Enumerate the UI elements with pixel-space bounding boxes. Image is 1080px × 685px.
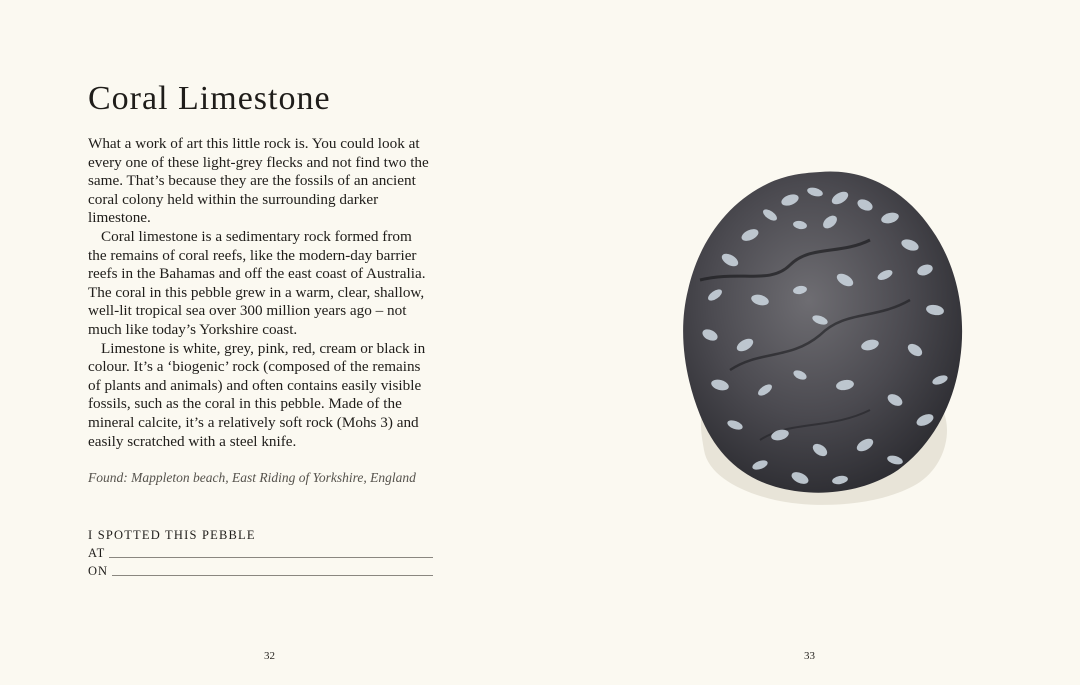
- at-write-line: [109, 545, 433, 558]
- found-location: Found: Mappleton beach, East Riding of Yorkshire, England: [88, 470, 416, 485]
- spotted-on-row: [88, 561, 433, 579]
- right-page: [540, 0, 1080, 685]
- body-text: [88, 135, 433, 451]
- spotted-heading: I SPOTTED THIS PEBBLE: [88, 528, 256, 542]
- paragraph-2: Coral limestone is a sedimentary rock formed from the remains of coral reefs, like the modern-day barrier reefs in the Bahamas and off the east coast of Australia. The coral in this pebble grew in a warm, clear, shallow, well-lit tropical sea over 300 million years ago – not much like today’s Yorkshire coast.: [88, 227, 426, 338]
- pebble-illustration: [670, 160, 980, 520]
- paragraph-1: What a work of art this little rock is. You could look at every one of these light-grey flecks and not find two the same. That’s because they are the fossils of an ancient coral colony held within the surrounding darker limestone.: [88, 135, 429, 227]
- page-number-right: 33: [804, 650, 815, 662]
- page-number-left: 32: [264, 650, 275, 662]
- page-title: Coral Limestone: [88, 80, 331, 117]
- at-label: AT: [88, 546, 106, 560]
- on-write-line: [112, 563, 433, 576]
- spotted-form: [88, 527, 433, 579]
- paragraph-3: Limestone is white, grey, pink, red, cream or black in colour. It’s a ‘biogenic’ rock (composed of the remains of plants and animals) and often contains easily visible fossils, such as the coral in this pebble. Made of the mineral calcite, it’s a relatively soft rock (Mohs 3) and easily scratched with a steel knife.: [88, 339, 426, 450]
- spotted-at-row: [88, 543, 433, 561]
- on-label: ON: [88, 564, 109, 578]
